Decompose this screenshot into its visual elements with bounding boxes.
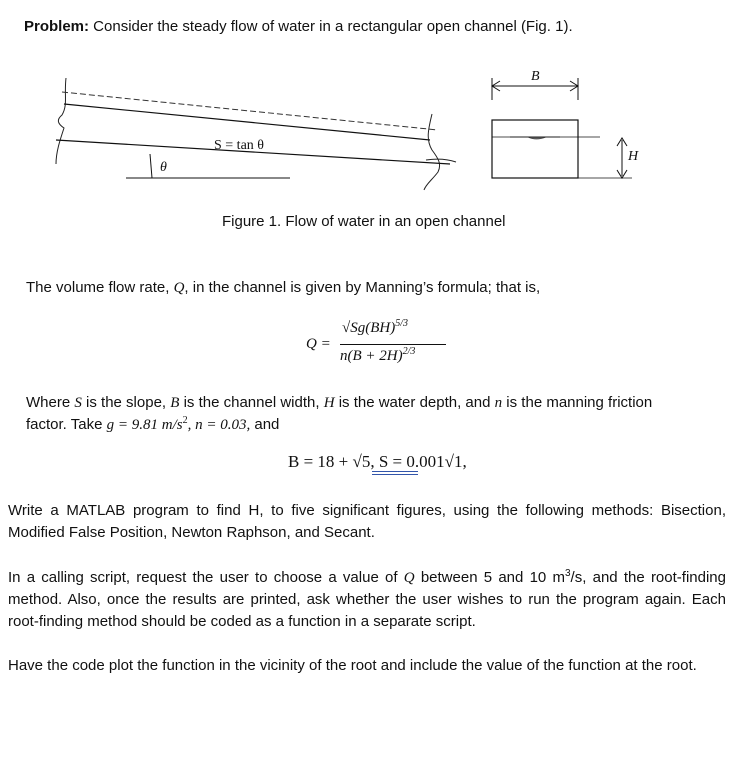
right-break-mark (424, 114, 440, 190)
width-label: B (531, 69, 540, 84)
theta-arc (150, 154, 152, 178)
where-paragraph: Where S is the slope, B is the channel width, H is the water depth, and n is the manning friction factor. Take g = 9.81 $m/s^2$, n = 0.03, and (26, 394, 653, 433)
problem-label: Problem: (24, 18, 90, 35)
b-value: B = 18 + √5, (288, 452, 379, 471)
formula-numerator: √Sg(BH)$^{5/3}$ (342, 318, 408, 336)
task-paragraph: Write a MATLAB program to find H, to five significant figures, using the following methods: Bisection, Modified False Position, Newton Raphson, and Secant. (8, 502, 726, 541)
s-value: S = 0.001√1, (378, 452, 467, 471)
var-q: Q (173, 280, 185, 296)
figure-caption: Figure 1. Flow of water in an open channel (222, 213, 506, 230)
plot-paragraph: Have the code plot the function in the vicinity of the root and include the value of the function at the root. (8, 657, 697, 674)
problem-text: Consider the steady flow of water in a rectangular open channel (Fig. 1). (89, 18, 573, 35)
problem-statement (24, 16, 744, 38)
depth-label: H (628, 149, 639, 164)
calling-paragraph: In a calling script, request the user to choose a value of Q between 5 and 10 $m^3/s$, and the root-finding method. Also, once the results are printed, ask whether the user wishes to run the program again. Each root-finding method should be coded as a function in a separate script. (8, 568, 726, 630)
channel-cross-section (492, 120, 578, 178)
water-surface-line (62, 92, 438, 130)
left-break-mark (56, 78, 66, 164)
formula-lhs: Q = (306, 336, 331, 352)
underline-mark (372, 471, 418, 472)
slope-label: S = tan θ (214, 138, 264, 153)
channel-figure (0, 60, 756, 220)
theta-label: θ (160, 160, 167, 175)
intro-text: The volume flow rate, Q, in the channel is given by Manning’s formula; that is, (26, 279, 541, 296)
values-equation (288, 451, 467, 473)
formula-denominator: $n(B + 2H)^{2/3}$ (340, 346, 416, 364)
channel-top-line (64, 104, 430, 140)
fraction-bar (340, 344, 446, 345)
underline-mark-2 (372, 474, 418, 475)
